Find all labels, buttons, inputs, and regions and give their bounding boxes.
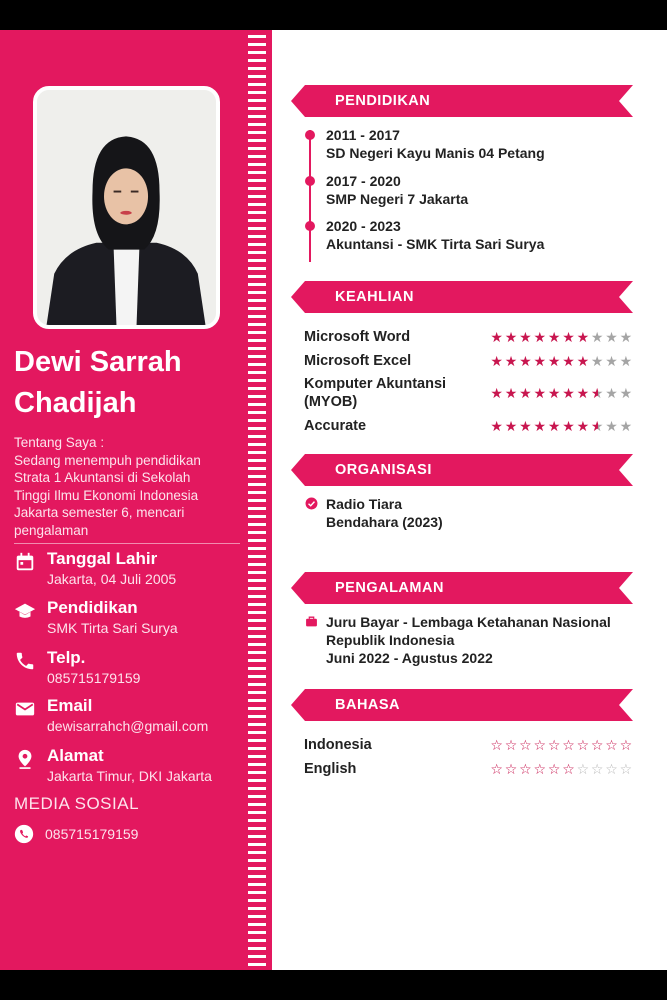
- star-icon: ★: [519, 385, 534, 401]
- cv-page: [0, 30, 667, 970]
- star-icon: ☆: [562, 761, 577, 777]
- name-line-2: Chadijah: [14, 387, 137, 419]
- info-birth: [14, 549, 244, 593]
- about-title: Tentang Saya :: [14, 435, 105, 450]
- star-icon: ★: [533, 418, 548, 434]
- star-icon: ☆: [490, 737, 505, 753]
- star-icon: ★: [490, 353, 505, 369]
- star-icon: ★: [533, 385, 548, 401]
- star-icon: ★: [605, 353, 620, 369]
- star-icon: ☆: [547, 737, 563, 753]
- star-icon: ★: [547, 353, 563, 369]
- media-value: 085715179159: [45, 826, 139, 842]
- section-banner-organisasi: [291, 454, 633, 486]
- star-icon: ★: [562, 329, 577, 345]
- star-icon: ★: [590, 418, 606, 434]
- skill-name-line: Komputer Akuntansi: [304, 376, 447, 392]
- organization-item: [305, 495, 635, 535]
- star-icon: ★: [619, 353, 634, 369]
- skill-name-line: (MYOB): [304, 394, 358, 410]
- star-icon: ★: [504, 353, 520, 369]
- location-pin-icon: [14, 748, 36, 770]
- experience-title-cont: Republik Indonesia: [326, 632, 455, 648]
- star-icon: ★: [576, 385, 591, 401]
- skill-row: [304, 417, 634, 437]
- education-years: 2020 - 2023: [326, 218, 401, 234]
- skill-row: [304, 328, 634, 348]
- skill-row: [304, 352, 634, 372]
- star-icon: ★: [562, 385, 577, 401]
- star-icon: ★: [490, 329, 505, 345]
- organization-name: Radio Tiara: [326, 496, 402, 512]
- language-rating: [490, 737, 634, 754]
- education-years: 2011 - 2017: [326, 127, 400, 143]
- about-section: [14, 434, 240, 539]
- star-icon: ☆: [504, 737, 520, 753]
- star-icon: ★: [576, 329, 591, 345]
- star-icon: ☆: [590, 737, 606, 753]
- section-title: PENGALAMAN: [335, 580, 444, 596]
- star-icon: ★: [576, 353, 591, 369]
- star-icon: ★: [619, 418, 634, 434]
- language-row: [304, 736, 634, 756]
- star-icon: ☆: [547, 761, 563, 777]
- section-banner-pendidikan: [291, 85, 633, 117]
- star-icon: ★: [504, 418, 520, 434]
- star-icon: ★: [605, 418, 620, 434]
- info-label: Tanggal Lahir: [47, 549, 158, 568]
- sidebar: [0, 30, 248, 970]
- check-circle-icon: [305, 497, 318, 510]
- info-phone: [14, 648, 244, 692]
- education-school: SMP Negeri 7 Jakarta: [326, 191, 469, 207]
- star-icon: ☆: [605, 761, 620, 777]
- star-icon: ☆: [619, 737, 634, 753]
- language-name: English: [304, 761, 357, 777]
- skill-name: [304, 375, 446, 411]
- calendar-icon: [14, 551, 36, 573]
- star-icon: ★: [504, 385, 520, 401]
- star-icon: ☆: [576, 761, 591, 777]
- language-row: [304, 760, 634, 780]
- star-icon: ★: [490, 418, 505, 434]
- media-title: MEDIA SOSIAL: [14, 794, 140, 813]
- info-address: [14, 746, 244, 790]
- profile-name: [14, 342, 244, 424]
- skill-row: [304, 375, 634, 413]
- star-icon: ★: [547, 418, 563, 434]
- star-icon: ☆: [576, 737, 591, 753]
- star-icon: ★: [590, 329, 606, 345]
- star-icon: ★: [576, 418, 591, 434]
- star-icon: ★: [547, 329, 563, 345]
- section-banner-keahlian: [291, 281, 633, 313]
- star-icon: ☆: [519, 737, 534, 753]
- star-icon: ☆: [490, 761, 505, 777]
- info-value: 085715179159: [47, 670, 141, 686]
- star-icon: ☆: [605, 737, 620, 753]
- star-icon: ★: [547, 385, 563, 401]
- info-education: [14, 598, 244, 642]
- info-value: SMK Tirta Sari Surya: [47, 620, 178, 636]
- info-email: [14, 696, 244, 740]
- experience-title: Juru Bayar - Lembaga Ketahanan Nasional: [326, 614, 611, 630]
- sidebar-divider: [14, 543, 240, 544]
- star-icon: ★: [590, 385, 606, 401]
- about-line: Tinggi Ilmu Ekonomi Indonesia: [14, 487, 199, 503]
- info-value: Jakarta, 04 Juli 2005: [47, 571, 177, 587]
- section-title: PENDIDIKAN: [335, 93, 431, 109]
- skill-name: Microsoft Word: [304, 329, 411, 345]
- education-school: Akuntansi - SMK Tirta Sari Surya: [326, 236, 545, 252]
- star-icon: ☆: [519, 761, 534, 777]
- star-icon: ☆: [533, 737, 548, 753]
- star-icon: ★: [519, 353, 534, 369]
- star-icon: ☆: [590, 761, 606, 777]
- skill-rating: [490, 385, 634, 402]
- star-icon: ★: [504, 329, 520, 345]
- name-line-1: Dewi Sarrah: [14, 346, 182, 378]
- briefcase-icon: [305, 615, 318, 628]
- timeline-line: [309, 130, 311, 262]
- skill-name: Microsoft Excel: [304, 353, 412, 369]
- star-icon: ★: [619, 385, 634, 401]
- skill-rating: [490, 329, 634, 346]
- about-line: Sedang menempuh pendidikan: [14, 452, 201, 468]
- section-title: KEAHLIAN: [335, 289, 414, 305]
- education-school: SD Negeri Kayu Manis 04 Petang: [326, 145, 545, 161]
- star-icon: ☆: [504, 761, 520, 777]
- star-icon: ★: [519, 418, 534, 434]
- info-label: Email: [47, 696, 93, 715]
- zigzag-border: [266, 30, 272, 970]
- experience-period: Juni 2022 - Agustus 2022: [326, 650, 493, 666]
- whatsapp-icon: [14, 824, 34, 844]
- star-icon: ★: [619, 329, 634, 345]
- about-line: Jakarta semester 6, mencari: [14, 505, 185, 520]
- section-title: BAHASA: [335, 697, 401, 713]
- timeline-dot: [305, 130, 315, 140]
- skill-rating: [490, 418, 634, 435]
- section-banner-bahasa: [291, 689, 633, 721]
- skill-rating: [490, 353, 634, 370]
- email-icon: [14, 698, 36, 720]
- info-label: Telp.: [47, 648, 86, 667]
- skill-name: Accurate: [304, 418, 367, 434]
- info-label: Alamat: [47, 746, 104, 765]
- info-label: Pendidikan: [47, 598, 138, 617]
- timeline-dot: [305, 176, 315, 186]
- star-icon: ★: [605, 385, 620, 401]
- star-icon: ☆: [533, 761, 548, 777]
- star-icon: ☆: [619, 761, 634, 777]
- about-line: pengalaman: [14, 522, 89, 538]
- info-value: dewisarrahch@gmail.com: [47, 718, 209, 734]
- language-name: Indonesia: [304, 737, 372, 753]
- star-icon: ★: [605, 329, 620, 345]
- language-rating: [490, 761, 634, 778]
- organization-role: Bendahara (2023): [326, 514, 443, 530]
- star-icon: ★: [519, 329, 534, 345]
- star-icon: ★: [562, 353, 577, 369]
- section-banner-pengalaman: [291, 572, 633, 604]
- profile-photo: [33, 86, 220, 329]
- graduation-cap-icon: [14, 600, 36, 622]
- star-icon: ★: [533, 329, 548, 345]
- phone-icon: [14, 650, 36, 672]
- section-title: ORGANISASI: [335, 462, 432, 478]
- star-icon: ★: [533, 353, 548, 369]
- star-icon: ★: [562, 418, 577, 434]
- star-icon: ★: [590, 353, 606, 369]
- media-whatsapp: [14, 824, 244, 848]
- star-icon: ☆: [562, 737, 577, 753]
- experience-item: [305, 613, 635, 669]
- star-icon: ★: [490, 385, 505, 401]
- about-line: Strata 1 Akuntansi di Sekolah: [14, 470, 191, 485]
- timeline-dot: [305, 221, 315, 231]
- info-value: Jakarta Timur, DKI Jakarta: [47, 768, 212, 784]
- education-years: 2017 - 2020: [326, 173, 401, 189]
